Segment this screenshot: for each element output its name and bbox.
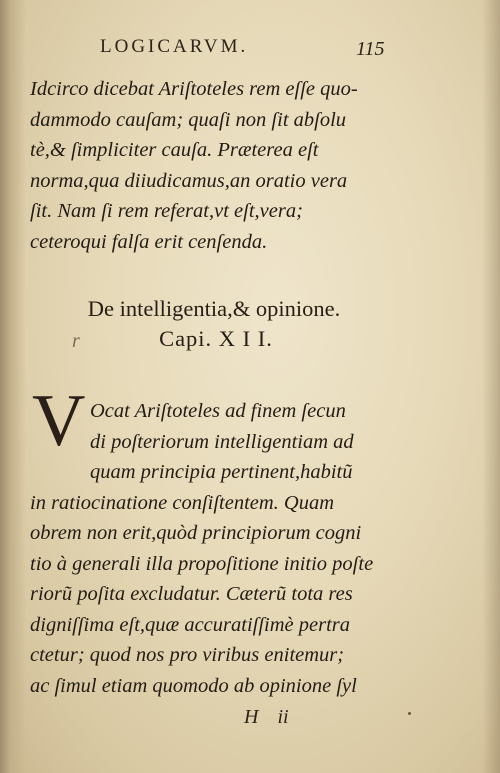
page-number: 115 [356,38,385,60]
chapter-title: De intelligentia,& opinione. [87,296,341,321]
text-line: ceteroqui falſa erit cenſenda. [30,230,268,253]
ink-spot [408,712,411,715]
signature-mark: H ii [244,706,289,728]
text-line: ſit. Nam ſi rem referat,vt eſt,vera; [30,200,303,222]
stray-ink-mark: r [72,330,80,352]
text-line: obrem non erit,quòd principiorum cogni [30,522,362,544]
chapter-number: Capi. X I I. [159,326,273,351]
text-line: ctetur; quod nos pro viribus enitemur; [30,644,345,666]
text-line: norma,qua diiudicamus,an oratio vera [30,169,348,192]
text-line: in ratiocinatione conſiſtentem. Quam [30,491,335,514]
text-line: ac ſimul etiam quomodo ab opinione ſyl [30,674,357,697]
text-line: Ocat Ariſtoteles ad finem ſecun [90,400,346,422]
text-line: dammodo cauſam; quaſi non ſit abſolu [30,108,347,131]
text-line: digniſſima eſt,quæ accuratiſſimè pertra [30,613,351,636]
text-line: di poſteriorum intelligentiam ad [90,430,354,453]
text-line: Idcirco dicebat Ariſtoteles rem eſſe quo- [30,78,358,100]
drop-cap: V [32,380,86,462]
text-line: quam principia pertinent,habitũ [90,461,353,483]
running-head: LOGICARVM. [100,36,249,57]
paragraph-1 [30,74,410,257]
text-line: riorũ poſita excludatur. Cæterũ tota res [30,583,353,605]
text-line: tè,& ſimpliciter cauſa. Præterea eſt [30,139,319,161]
text-line: tio à generali illa propoſitione initio poſte [30,552,374,575]
paragraph-2 [30,396,410,701]
